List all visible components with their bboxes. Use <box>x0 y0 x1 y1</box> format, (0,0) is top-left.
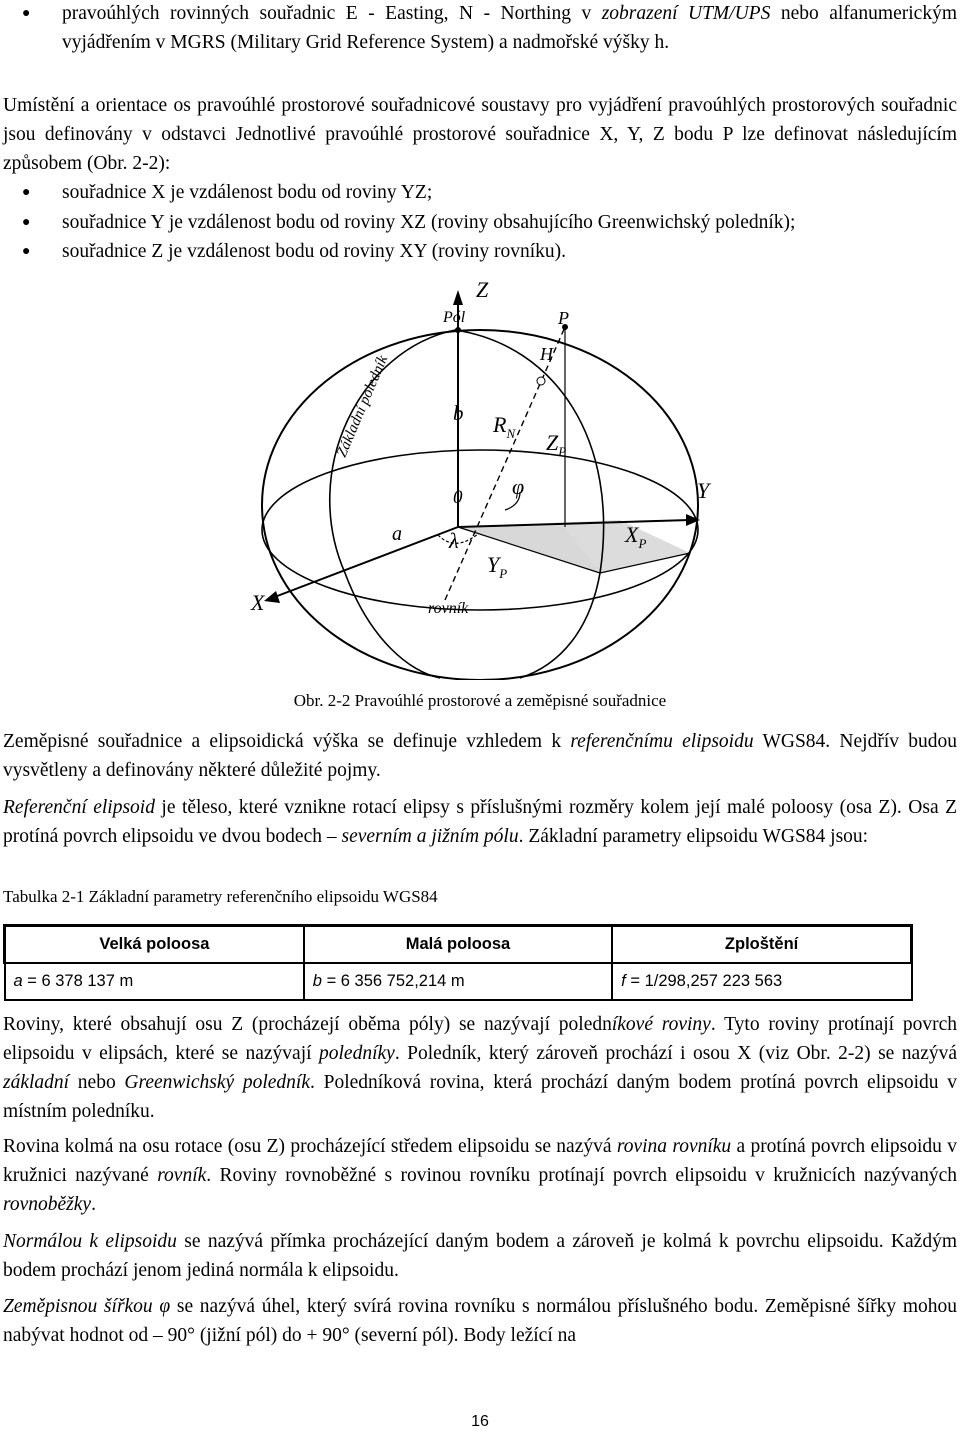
bullet-dot: ● <box>22 244 31 259</box>
x-axis-label: X <box>251 590 265 615</box>
table-caption: Tabulka 2-1 Základní parametry referenčního elipsoidu WGS84 <box>3 887 438 906</box>
page-number: 16 <box>471 1413 489 1430</box>
paragraph-reference-ellipsoid: Referenční elipsoid je těleso, které vznikne rotací elipsy s příslušnými rozměry kolem její malé poloosy (osa Z). Osa Z protíná povrch elipsoidu ve dvou bodech – severním a jižním pólu. Základní parametry elipsoidu WGS84 jsou: <box>3 797 957 847</box>
intro-paragraph: Umístění a orientace os pravoúhlé prostorové souřadnicové soustavy pro vyjádření pravoúhlých prostorových souřadnic jsou definovány v odstavci Jednotlivé pravoúhlé prostorové souřadnice X, Y, Z bodu P lze definovat následujícím způsobem (Obr. 2-2): <box>3 95 957 174</box>
table-cell: b = 6 356 752,214 m <box>304 963 612 1000</box>
paragraph-latitude: Zeměpisnou šířkou φ se nazývá úhel, který svírá rovina rovníku s normálou příslušného bodu. Zeměpisné šířky mohou nabývat hodnot od – 90° (jižní pól) do + 90° (severní pól). Body ležící na <box>3 1296 957 1346</box>
local-meridian <box>455 330 604 678</box>
equator-label: rovník <box>428 600 469 617</box>
z-axis-arrow <box>453 290 463 305</box>
z-axis-label: Z <box>476 277 489 302</box>
point-pole <box>455 327 461 333</box>
table-header: Zploštění <box>612 926 911 964</box>
lambda-label: λ <box>449 528 459 553</box>
x-axis-arrow <box>264 591 280 603</box>
ellipsoid-figure <box>230 275 730 680</box>
x-axis <box>272 527 458 598</box>
origin-label: 0 <box>453 487 463 508</box>
figure-caption: Obr. 2-2 Pravoúhlé prostorové a zeměpisné souřadnice <box>293 691 667 710</box>
bullet-z: souřadnice Z je vzdálenost bodu od roviny XY (roviny rovníku). <box>62 241 567 262</box>
ellipsoid-outline <box>262 330 698 680</box>
p-label: P <box>558 308 569 328</box>
bullet-y: souřadnice Y je vzdálenost bodu od roviny XZ (roviny obsahujícího Greenwichský poledník); <box>62 212 796 233</box>
yp-label: $Y_P$ <box>487 552 508 581</box>
paragraph-equator: Rovina kolmá na osu rotace (osu Z) procházející středem elipsoidu se nazývá rovina rovníku a protíná povrch elipsoidu v kružnici nazývané rovník. Roviny rovnoběžné s rovinou rovníku protínají povrch elipsoidu v kružnicích nazývaných rovnoběžky. <box>3 1136 957 1215</box>
table-header-row <box>5 926 912 964</box>
paragraph-geographic-coordinates: Zeměpisné souřadnice a elipsoidická výška se definuje vzhledem k referenčnímu elipsoidu WGS84. Nejdřív budou vysvětleny a definovány některé důležité pojmy. <box>3 731 957 781</box>
paragraph-meridian-planes: Roviny, které obsahují osu Z (procházejí oběma póly) se nazývají poledníkové roviny. Tyto roviny protínají povrch elipsoidu v elipsách, které se nazývají poledníky. Poledník, který zároveň prochází i osou X (viz Obr. 2-2) se nazývá základní nebo Greenwichský poledník. Poledníková rovina, která prochází daným bodem protíná povrch elipsoidu v místním poledníku. <box>3 1014 958 1122</box>
bullet-dot: ● <box>22 6 31 21</box>
phi-label: φ <box>512 474 525 499</box>
table-cell: a = 6 378 137 m <box>5 963 304 1000</box>
y-axis-label: Y <box>697 478 710 503</box>
zp-label: $Z_P$ <box>546 430 567 459</box>
table-cell: f = 1/298,257 223 563 <box>612 963 911 1000</box>
ellipsoid-parameters-table <box>3 924 913 1001</box>
top-bullet-text: pravoúhlých rovinných souřadnic E - Easting, N - Northing v zobrazení UTM/UPS nebo alfanumerickým vyjádřením v MGRS (Military Grid Reference System) a nadmořské výšky h. <box>62 3 957 53</box>
pole-label: Pól <box>443 309 466 326</box>
h-label: H <box>540 344 553 364</box>
xp-label: $X_P$ <box>625 522 647 551</box>
bullet-dot: ● <box>22 185 31 200</box>
point-h <box>537 377 545 385</box>
bullet-dot: ● <box>22 215 31 230</box>
base-meridian-label: Základní poledník <box>333 353 392 460</box>
table-header: Velká poloosa <box>5 926 304 964</box>
table-row <box>5 963 912 1000</box>
rn-label: $R_N$ <box>493 412 516 441</box>
bullet-x: souřadnice X je vzdálenost bodu od roviny YZ; <box>62 182 433 203</box>
paragraph-normal: Normálou k elipsoidu se nazývá přímka procházející daným bodem a zároveň je kolmá k povrchu elipsoidu. Každým bodem prochází jenom jediná normála k elipsoidu. <box>3 1231 957 1281</box>
table-header: Malá poloosa <box>304 926 612 964</box>
a-label: a <box>392 523 402 545</box>
b-label: b <box>453 401 464 425</box>
base-meridian <box>330 330 455 678</box>
normal-line <box>445 327 565 600</box>
